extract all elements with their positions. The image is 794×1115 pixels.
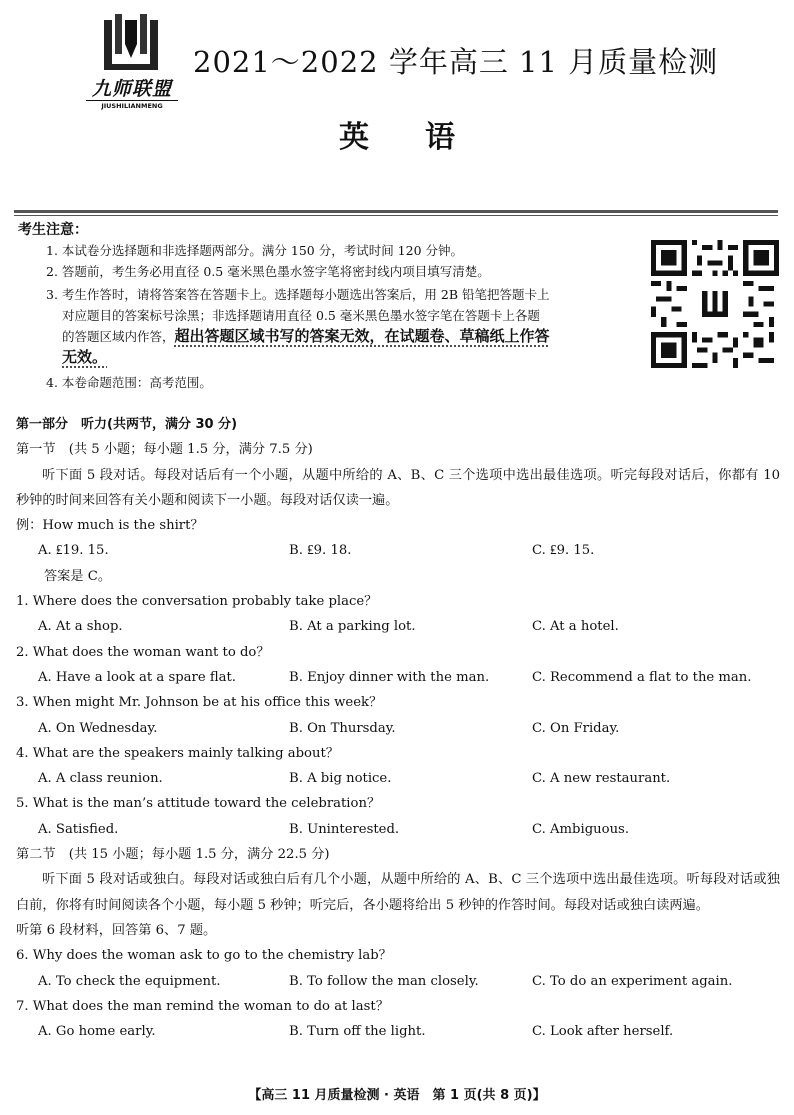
logo-emblem-icon	[100, 14, 162, 74]
section2-title: 第二节 (共 15 小题；每小题 1.5 分，满分 22.5 分)	[16, 847, 330, 863]
question-4-options	[16, 766, 780, 791]
q1-option-a: A. At a shop.	[38, 619, 123, 635]
example-option-b: B. ₤9. 18.	[289, 543, 352, 559]
question-1-options	[16, 614, 780, 639]
question-4: 4. What are the speakers mainly talking about？	[16, 745, 339, 761]
exam-body	[16, 412, 780, 1044]
q2-option-a: A. Have a look at a spare flat.	[38, 669, 236, 685]
q7-option-b: B. Turn off the light.	[289, 1024, 426, 1040]
q7-option-a: A. Go home early.	[38, 1024, 156, 1040]
notice-item-3c	[46, 326, 640, 347]
q2-option-c: C. Recommend a flat to the man.	[532, 669, 752, 685]
q6-option-a: A. To check the equipment.	[38, 973, 221, 989]
part1-title: 第一部分 听力(共两节，满分 30 分)	[16, 417, 238, 432]
q4-option-a: A. A class reunion.	[38, 771, 163, 787]
q3-option-c: C. On Friday.	[532, 720, 620, 736]
q3-option-a: A. On Wednesday.	[38, 720, 158, 736]
question-1: 1. Where does the conversation probably take place？	[16, 594, 378, 610]
q7-option-c: C. Look after herself.	[532, 1024, 674, 1040]
notice-item-3a: 3. 考生作答时，请将答案答在答题卡上。选择题每小题选出答案后，用 2B 铅笔把答题卡上	[46, 287, 550, 302]
q2-option-b: B. Enjoy dinner with the man.	[289, 669, 490, 685]
notice-heading: 考生注意：	[18, 222, 88, 238]
logo-subtext: JIUSHILIANMENG	[86, 100, 178, 110]
q6-option-c: C. To do an experiment again.	[532, 973, 733, 989]
example-answer: 答案是 C。	[44, 568, 112, 584]
section2-instructions: 听下面 5 段对话或独白。每段对话或独白后有几个小题，从题中所给的 A、B、C 三个选项中选出最佳选项。听每段对话或独白前，你将有时间阅读各个小题，每小题 5 秒钟；听完后，各小题将给出 5 秒钟的作答时间。每段对话或独白读两遍。	[16, 872, 780, 913]
logo	[86, 14, 178, 110]
q5-option-b: B. Uninterested.	[289, 821, 400, 837]
example-option-a: A. ₤19. 15.	[38, 543, 109, 559]
qr-code-icon[interactable]	[651, 240, 779, 368]
notice-warning: 超出答题区域书写的答案无效，在试题卷、草稿纸上作答	[174, 327, 550, 345]
q4-option-b: B. A big notice.	[289, 771, 392, 787]
question-2: 2. What does the woman want to do？	[16, 644, 270, 660]
divider-thick	[14, 210, 778, 213]
notice-item-3d	[46, 347, 640, 368]
question-3: 3. When might Mr. Johnson be at his office this week？	[16, 695, 383, 711]
subject-char-1: 英	[339, 120, 369, 155]
example-options	[16, 538, 780, 563]
q4-option-c: C. A new restaurant.	[532, 771, 671, 787]
q6-option-b: B. To follow the man closely.	[289, 973, 479, 989]
notice-item-2: 2. 答题前，考生务必用直径 0.5 毫米黑色墨水签字笔将密封线内项目填写清楚。	[46, 264, 490, 279]
section1-title: 第一节 (共 5 小题；每小题 1.5 分，满分 7.5 分)	[16, 442, 313, 458]
subject-char-2: 语	[425, 120, 455, 155]
question-6: 6. Why does the woman ask to go to the chemistry lab？	[16, 948, 392, 964]
subject-title	[0, 112, 794, 156]
material-6-heading: 听第 6 段材料，回答第 6、7 题。	[16, 922, 217, 938]
example-option-c: C. ₤9. 15.	[532, 543, 595, 559]
question-3-options	[16, 716, 780, 741]
example-question: 例：How much is the shirt？	[16, 518, 204, 534]
notice-item-3b: 对应题目的答案标号涂黑；非选择题请用直径 0.5 毫米黑色墨水签字笔在答题卡上各题	[62, 308, 540, 323]
q1-option-c: C. At a hotel.	[532, 619, 619, 635]
question-6-options	[16, 969, 780, 994]
exam-title: 2021～2022 学年高三 11 月质量检测	[193, 45, 719, 79]
question-2-options	[16, 665, 780, 690]
notice-warning-end: 无效。	[62, 348, 108, 366]
question-7: 7. What does the man remind the woman to do at last？	[16, 998, 389, 1014]
question-5: 5. What is the man’s attitude toward the celebration？	[16, 796, 381, 812]
notice-item-4: 4. 本卷命题范围：高考范围。	[46, 375, 212, 390]
section1-instructions: 听下面 5 段对话。每段对话后有一个小题，从题中所给的 A、B、C 三个选项中选出最佳选项。听完每段对话后，你都有 10 秒钟的时间来回答有关小题和阅读下一小题。每段对话仅读一遍。	[16, 467, 780, 508]
q1-option-b: B. At a parking lot.	[289, 619, 416, 635]
notice-item-1: 1. 本试卷分选择题和非选择题两部分。满分 150 分，考试时间 120 分钟。	[46, 243, 464, 258]
divider-thin	[14, 215, 778, 216]
q5-option-a: A. Satisfied.	[38, 821, 119, 837]
question-7-options	[16, 1019, 780, 1044]
notice-list	[46, 240, 640, 393]
q5-option-c: C. Ambiguous.	[532, 821, 630, 837]
question-5-options	[16, 817, 780, 842]
logo-text: 九师联盟	[91, 78, 172, 100]
notice-item-3c-text: 的答题区域内作答，	[62, 329, 175, 344]
q3-option-b: B. On Thursday.	[289, 720, 396, 736]
page-footer: 【高三 11 月质量检测 · 英语 第 1 页(共 8 页)】	[248, 1088, 546, 1103]
